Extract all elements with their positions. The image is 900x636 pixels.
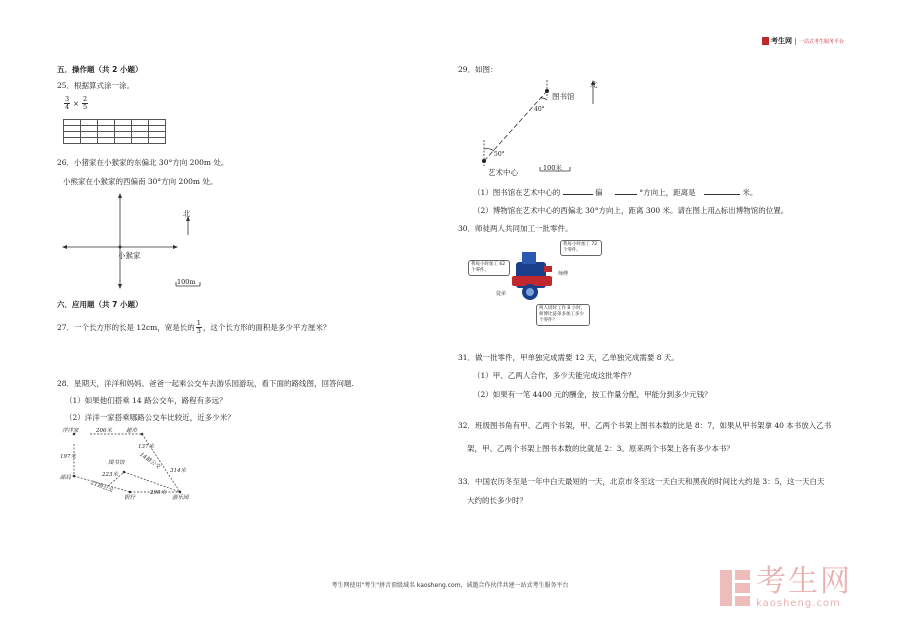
q28-sub1: （1）如果他们搭乘 14 路公交车，路程有多远？ — [65, 396, 227, 405]
q29-direction-diagram[interactable] — [470, 76, 605, 176]
map-label-post: 邮局 — [60, 475, 72, 481]
q25-fraction-1: $\frac{3}{4}$ — [65, 95, 70, 111]
q25-operator: × — [73, 99, 80, 108]
header-logo — [762, 36, 844, 46]
q28-text: 28．星期天，洋洋和妈妈、爸爸一起乘公交车去游乐园游玩，看下面的路线图，回答问题. — [57, 379, 354, 388]
q29-sub1 — [473, 186, 757, 198]
map-dist-3: 197米 — [60, 454, 76, 460]
q25-grid[interactable] — [63, 119, 166, 144]
map-label-bus14: 14路公交 — [138, 451, 162, 471]
q31-text: 31．做一批零件，甲单独完成需要 12 天，乙单独完成需要 8 天。 — [458, 353, 679, 362]
q29-sub2: （2）博物馆在艺术中心的西偏北 30°方向上，距离 300 米。请在图上用△标出博物馆的位置。 — [473, 206, 789, 215]
map-label-bank: 银行 — [124, 495, 136, 501]
q27-text-post: ，这个长方形的面积是多少平方厘米？ — [202, 323, 331, 332]
page-footer: 考生网使用"考生"拼音顶级域名 kaosheng.com，诚邀合作伙伴共建一站式考生服务平台 — [331, 582, 569, 589]
map-dist-1: 206米 — [96, 428, 112, 434]
section6-title: 六．应用题（共 7 小题） — [57, 300, 143, 309]
q30-text: 30．师徒两人共同加工一批零件。 — [458, 224, 573, 233]
watermark-text: 考生网 — [756, 564, 852, 599]
q26-scale-label: 100m — [177, 278, 196, 286]
q31-sub2: （2）如果有一笔 4400 元的酬金，按工作量分配，甲能分到多少元钱？ — [473, 390, 712, 399]
q27-fraction: $\frac{1}{3}$ — [196, 319, 201, 335]
q27-text-pre: 27．一个长方形的长是 12cm，宽是长的 — [57, 323, 195, 332]
machine-icon — [510, 248, 555, 303]
q30-label-master: 师傅 — [558, 271, 569, 277]
q26-line1: 26．小猪家在小猴家的东偏北 30°方向 200m 处。 — [57, 158, 229, 167]
map-dist-6: 290米 — [150, 490, 166, 496]
q29-angle1: 40° — [534, 106, 545, 113]
q29-blank-direction1[interactable] — [563, 186, 593, 195]
q25-fraction-2: $\frac{2}{5}$ — [83, 95, 88, 111]
logo-text: 考生网 — [771, 37, 792, 45]
logo-divider — [795, 38, 796, 45]
q25-expression — [63, 96, 89, 111]
q30-label-apprentice: 徒弟 — [496, 291, 507, 297]
watermark-logo-icon — [718, 568, 752, 608]
map-label-park: 游乐园 — [172, 495, 189, 501]
q29-sub1-mid1: 偏 — [595, 188, 603, 197]
q32-line1: 32．班级图书角有甲、乙两个书架，甲、乙两个书架上图书本数的比是 8：7，如果从甲书架拿 40 本书放入乙书 — [458, 421, 832, 430]
map-label-home: 洋洋家 — [62, 428, 79, 434]
q26-north-label: 北 — [183, 209, 191, 218]
map-label-library: 图书馆 — [108, 460, 125, 466]
watermark — [718, 566, 852, 609]
map-label-market: 超市 — [126, 428, 138, 434]
q29-angle2: 50° — [494, 151, 505, 158]
q28-sub2: （2）洋洋一家搭乘哪路公交车比较近，近多少米？ — [65, 413, 235, 422]
logo-mark-icon — [762, 37, 769, 45]
q30-illustration — [468, 238, 618, 333]
q30-bubble-question: 两人同时工作 8 小时，师傅比徒弟多加工多少个零件？ — [536, 304, 590, 326]
q29-sub1-post: 米。 — [742, 188, 758, 197]
q33-line2: 大约的长多少时？ — [467, 496, 527, 505]
map-dist-2: 137米 — [138, 444, 154, 450]
q29-library-label: 图书馆 — [552, 92, 575, 101]
q26-compass-diagram[interactable] — [60, 190, 210, 290]
map-dist-4: 223米 — [102, 472, 118, 478]
q30-bubble-apprentice: 我每小时加工 62 个零件。 — [468, 260, 510, 276]
q29-blank-direction2[interactable] — [615, 186, 637, 195]
q26-line2: 小熊家在小猴家的西偏南 30°方向 200m 处。 — [63, 177, 218, 186]
section5-title: 五．操作题（共 2 小题） — [57, 65, 143, 74]
map-dist-5: 314米 — [170, 468, 186, 474]
q29-center-label: 艺术中心 — [488, 168, 518, 177]
watermark-url: kaosheng.com — [756, 598, 841, 609]
q26-center-label: 小猴家 — [118, 251, 141, 260]
q29-sub1-mid2: °方向上，距离是 — [639, 188, 696, 197]
q33-line1: 33．中国农历冬至是一年中白天最短的一天，北京市冬至这一天白天和黑夜的时间比大约是 3：5，这一天白天 — [458, 477, 825, 486]
q29-scale-label: 100米 — [543, 164, 562, 172]
q29-north-label: 北 — [590, 80, 598, 89]
q25-text: 25．根据算式涂一涂。 — [57, 81, 135, 90]
q29-text: 29．如图： — [458, 65, 498, 74]
q28-map-labels — [60, 424, 220, 509]
q29-sub1-pre: （1）图书馆在艺术中心的 — [473, 188, 561, 197]
q31-sub1: （1）甲、乙两人合作，多少天能完成这批零件？ — [473, 371, 636, 380]
map-label-bus21: 21路公交 — [89, 480, 114, 494]
q32-line2: 架，甲、乙两个书架上图书本数的比就是 2：3。原来两个书架上各有多少本书？ — [467, 444, 734, 453]
q29-blank-distance[interactable] — [704, 186, 740, 195]
q30-bubble-master: 我每小时加工 72 个零件。 — [560, 240, 602, 256]
logo-slogan: 一站式考生服务平台 — [799, 38, 845, 45]
q27-text — [57, 320, 330, 335]
